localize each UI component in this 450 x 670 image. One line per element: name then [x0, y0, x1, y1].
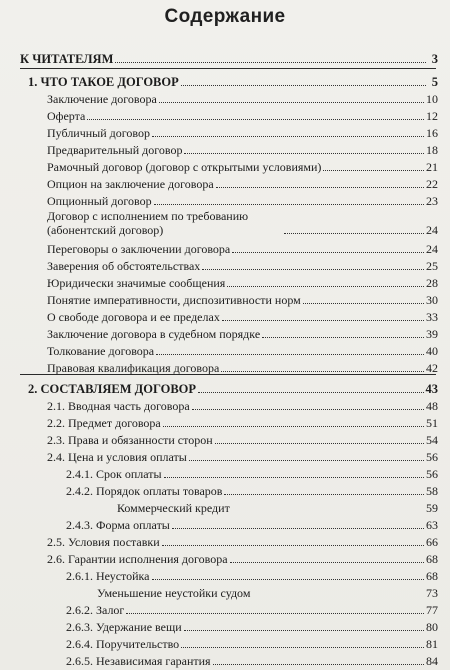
toc-entry-label: 2.6.2. Залог: [66, 603, 125, 617]
toc-entry: [47, 344, 438, 358]
dot-leader: [152, 126, 424, 137]
dot-leader: [184, 620, 424, 631]
toc-entry-label: Коммерческий кредит: [117, 501, 230, 515]
dot-leader: [126, 603, 424, 614]
toc-page-number: 12: [426, 109, 438, 123]
dot-leader: [232, 502, 424, 512]
toc-entry-label: 2.6.3. Удержание вещи: [66, 620, 182, 634]
toc-page-number: 24: [426, 223, 438, 237]
toc-entry: [28, 382, 438, 396]
dot-leader: [202, 259, 424, 270]
toc-page-number: 54: [426, 433, 438, 447]
toc-entry: [117, 501, 438, 515]
toc-entry-label: 2. СОСТАВЛЯЕМ ДОГОВОР: [28, 382, 197, 396]
toc-entry-label: Договор с исполнением по требованию (абонентский договор): [47, 209, 249, 237]
dot-leader: [252, 587, 424, 597]
dot-leader: [192, 399, 424, 410]
toc-page-number: 66: [426, 535, 438, 549]
toc-page-number: 16: [426, 126, 438, 140]
dot-leader: [159, 92, 424, 103]
toc-page-number: 43: [425, 382, 438, 396]
toc-page-number: 51: [426, 416, 438, 430]
toc-page-number: 33: [426, 310, 438, 324]
toc-page-number: 56: [426, 467, 438, 481]
dot-leader: [156, 344, 424, 355]
toc-page-number: 30: [426, 293, 438, 307]
toc-entry: [66, 603, 438, 617]
dot-leader: [213, 654, 424, 665]
toc-entry: [47, 433, 438, 447]
toc-page-number: 80: [426, 620, 438, 634]
toc-entry-label: 2.4.2. Порядок оплаты товаров: [66, 484, 223, 498]
toc-entry-label: Правовая квалификация договора: [47, 361, 220, 375]
toc-entry: [47, 552, 438, 566]
toc-entry-label: Предварительный договор: [47, 143, 183, 157]
dot-leader: [164, 467, 424, 478]
toc-entry-label: 2.6.1. Неустойка: [66, 569, 150, 583]
dot-leader: [181, 75, 426, 86]
toc-entry: [47, 259, 438, 273]
dot-leader: [163, 416, 424, 427]
toc-page-number: 68: [426, 569, 438, 583]
toc-entry-label: 2.6.5. Независимая гарантия: [66, 654, 211, 668]
toc-entry: [47, 177, 438, 191]
toc-page-number: 48: [426, 399, 438, 413]
toc-page-number: 5: [431, 75, 438, 89]
toc-entry: [47, 143, 438, 157]
toc-page-number: 58: [426, 484, 438, 498]
toc-entry: [47, 109, 438, 123]
toc-page-number: 40: [426, 344, 438, 358]
toc-entry-label: 2.1. Вводная часть договора: [47, 399, 190, 413]
toc-entry-label: Заключение договора в судебном порядке: [47, 327, 261, 341]
toc-entry-label: 2.4.1. Срок оплаты: [66, 467, 162, 481]
dot-leader: [227, 276, 424, 287]
toc-entry: [47, 209, 438, 237]
toc-page-number: 21: [426, 160, 438, 174]
toc-entry: [66, 620, 438, 634]
toc-page-number: 68: [426, 552, 438, 566]
dot-leader: [323, 160, 424, 171]
dot-leader: [224, 484, 424, 495]
dot-leader: [198, 382, 423, 393]
toc-entry: [66, 569, 438, 583]
toc-entry: [47, 276, 438, 290]
toc-page-number: 84: [426, 654, 438, 668]
toc-entry: [47, 310, 438, 324]
toc-entry-label: Понятие императивности, диспозитивности норм: [47, 293, 301, 307]
toc-entry: [47, 399, 438, 413]
toc-page-number: 18: [426, 143, 438, 157]
toc-entry: [47, 361, 438, 375]
toc-entry: [47, 242, 438, 256]
toc-page-number: 25: [426, 259, 438, 273]
toc-entry: [47, 416, 438, 430]
toc-entry: [66, 484, 438, 498]
dot-leader: [115, 52, 426, 63]
toc-entry: [47, 126, 438, 140]
toc-entry-label: Заверения об обстоятельствах: [47, 259, 201, 273]
toc-entry: [47, 293, 438, 307]
page-title: Содержание: [164, 6, 286, 27]
dot-leader: [154, 194, 424, 205]
toc-entry-label: Опционный договор: [47, 194, 152, 208]
toc-entry: [97, 586, 438, 600]
toc-entry-label: Публичный договор: [47, 126, 150, 140]
toc-entry: [28, 75, 438, 89]
toc-entry-label: 2.6. Гарантии исполнения договора: [47, 552, 228, 566]
toc-page-number: 77: [426, 603, 438, 617]
dot-leader: [262, 327, 424, 338]
dot-leader: [216, 177, 424, 188]
toc-page-number: 73: [426, 586, 438, 600]
toc-entry-label: К ЧИТАТЕЛЯМ: [20, 52, 114, 66]
toc-page-number: 56: [426, 450, 438, 464]
toc-page-number: 81: [426, 637, 438, 651]
dot-leader: [221, 361, 424, 372]
toc-entry: [66, 654, 438, 668]
toc-entry-label: 2.2. Предмет договора: [47, 416, 161, 430]
toc-page-number: 63: [426, 518, 438, 532]
toc-entry: [20, 52, 438, 66]
toc-entry-label: 2.5. Условия поставки: [47, 535, 160, 549]
toc-entry-label: Заключение договора: [47, 92, 157, 106]
dot-leader: [181, 637, 424, 648]
dot-leader: [189, 450, 424, 461]
divider: [20, 374, 436, 375]
dot-leader: [232, 242, 424, 253]
toc-entry-label: Юридически значимые сообщения: [47, 276, 226, 290]
toc-entry-label: Переговоры о заключении договора: [47, 242, 231, 256]
toc-entry-label: О свободе договора и ее пределах: [47, 310, 220, 324]
dot-leader: [222, 310, 424, 321]
toc-page-number: 28: [426, 276, 438, 290]
toc-entry-label: 1. ЧТО ТАКОЕ ДОГОВОР: [28, 75, 179, 89]
toc-entry-label: 2.6.4. Поручительство: [66, 637, 180, 651]
toc-page-number: 10: [426, 92, 438, 106]
divider: [20, 68, 436, 69]
toc-entry: [47, 535, 438, 549]
toc-page-number: 3: [431, 52, 438, 66]
toc-entry-label: Толкование договора: [47, 344, 155, 358]
toc-entry-label: Рамочный договор (договор с открытыми условиями): [47, 160, 322, 174]
toc-entry-label: Оферта: [47, 109, 86, 123]
dot-leader: [184, 143, 424, 154]
toc-entry-label: 2.4.3. Форма оплаты: [66, 518, 170, 532]
dot-leader: [215, 433, 424, 444]
dot-leader: [230, 552, 424, 563]
toc-entry: [47, 92, 438, 106]
dot-leader: [284, 223, 424, 234]
toc-page-number: 42: [426, 361, 438, 375]
toc-entry-label: 2.4. Цена и условия оплаты: [47, 450, 187, 464]
dot-leader: [303, 293, 424, 304]
toc-page-number: 39: [426, 327, 438, 341]
toc-entry: [66, 637, 438, 651]
dot-leader: [87, 109, 424, 120]
toc-page-number: 22: [426, 177, 438, 191]
toc-entry-label: Уменьшение неустойки судом: [97, 586, 251, 600]
toc-entry: [66, 518, 438, 532]
toc-entry: [47, 450, 438, 464]
dot-leader: [172, 518, 424, 529]
toc-page-number: 23: [426, 194, 438, 208]
dot-leader: [162, 535, 424, 546]
toc-entry-label: Опцион на заключение договора: [47, 177, 214, 191]
dot-leader: [152, 569, 424, 580]
toc-entry: [47, 194, 438, 208]
toc-page-number: 59: [426, 501, 438, 515]
toc-entry: [47, 327, 438, 341]
toc-entry: [66, 467, 438, 481]
toc-entry: [47, 160, 438, 174]
toc-entry-label: 2.3. Права и обязанности сторон: [47, 433, 213, 447]
toc-page-number: 24: [426, 242, 438, 256]
